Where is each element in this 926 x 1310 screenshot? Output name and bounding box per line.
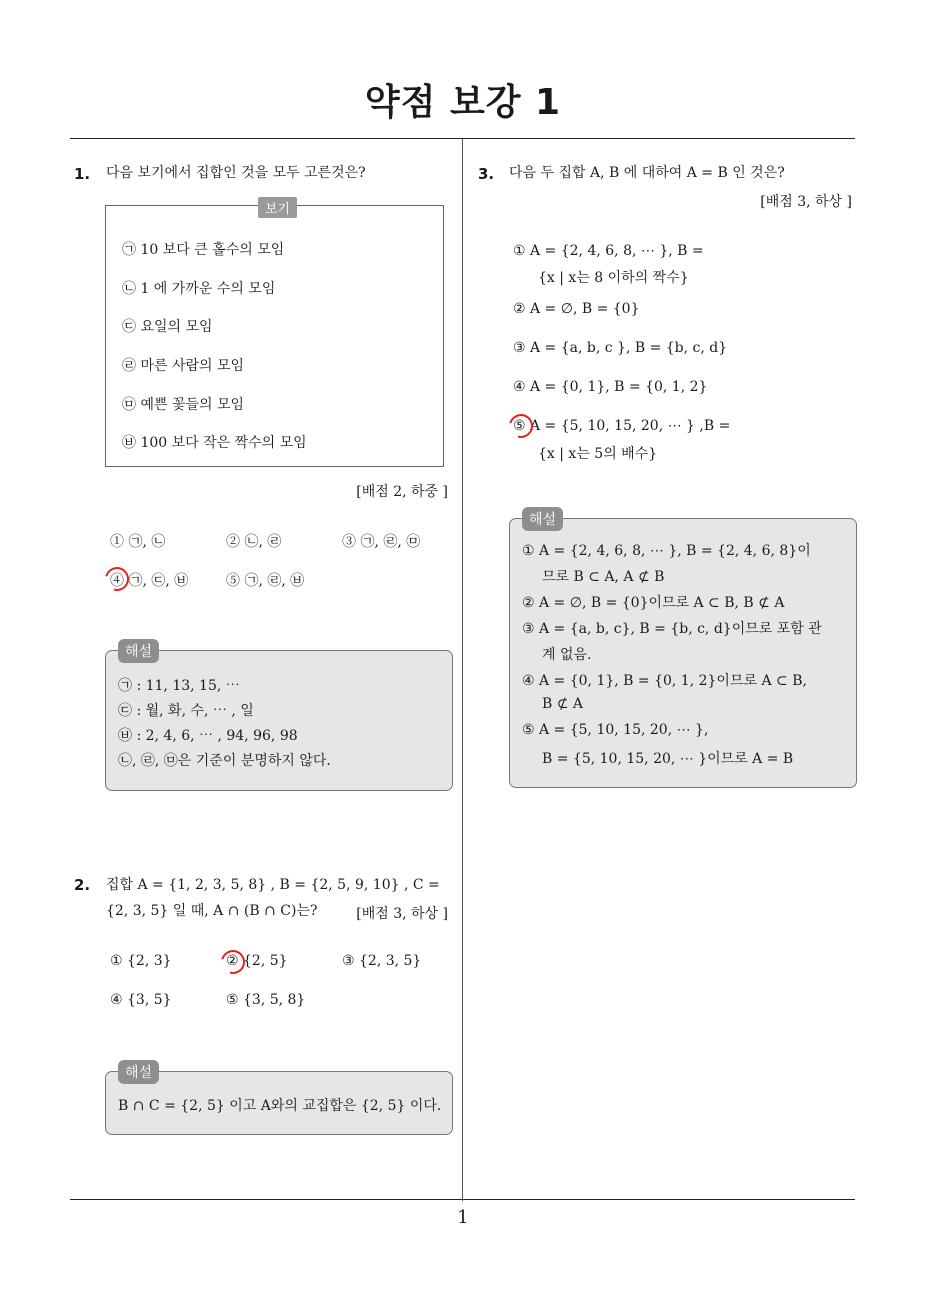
solution-line: 계 없음. xyxy=(542,647,592,663)
solution-line: ① A = {2, 4, 6, 8, ⋯ }, B = {2, 4, 6, 8}이 xyxy=(522,543,811,559)
q1-solution-label: 해설 xyxy=(118,639,159,663)
q2-option-2[interactable]: ② {2, 5} xyxy=(226,953,288,969)
q3-option-5[interactable]: ⑤ A = {5, 10, 15, 20, ⋯ } ,B = xyxy=(513,418,731,434)
solution-line: ㉠ : 11, 13, 15, ⋯ xyxy=(118,678,240,694)
q3-solution-label: 해설 xyxy=(522,507,563,531)
solution-line: ③ A = {a, b, c}, B = {b, c, d}이므로 포함 관 xyxy=(522,621,822,637)
page-title: 약점 보강 1 xyxy=(364,82,562,123)
column-divider xyxy=(462,139,463,1201)
q2-option-5[interactable]: ⑤ {3, 5, 8} xyxy=(226,992,306,1008)
q3-points: [배점 3, 하상 ] xyxy=(760,194,852,210)
solution-line: B ∩ C = {2, 5} 이고 A와의 교집합은 {2, 5} 이다. xyxy=(118,1098,442,1114)
q1-bogi-box xyxy=(105,202,444,467)
solution-line: ⑤ A = {5, 10, 15, 20, ⋯ }, xyxy=(522,722,709,738)
q3-option-4[interactable]: ④ A = {0, 1}, B = {0, 1, 2} xyxy=(513,379,708,395)
solution-line: ④ A = {0, 1}, B = {0, 1, 2}이므로 A ⊂ B, xyxy=(522,673,807,689)
solution-line: B ⊄ A xyxy=(542,696,584,712)
page-number: 1 xyxy=(457,1207,469,1228)
q2-text-line2: {2, 3, 5} 일 때, A ∩ (B ∩ C)는? xyxy=(106,903,318,919)
q3-option-3[interactable]: ③ A = {a, b, c }, B = {b, c, d} xyxy=(513,340,728,356)
solution-line: 므로 B ⊂ A, A ⊄ B xyxy=(542,569,665,585)
solution-line: ② A = ∅, B = {0}이므로 A ⊂ B, B ⊄ A xyxy=(522,595,785,611)
footer-rule xyxy=(70,1199,855,1200)
bogi-item: ㉤ 예쁜 꽃들의 모임 xyxy=(122,397,245,413)
bogi-item: ㉢ 요일의 모임 xyxy=(122,319,213,335)
bogi-item: ㉣ 마른 사람의 모임 xyxy=(122,358,245,374)
q1-solution-box xyxy=(105,644,453,791)
q2-number: 2. xyxy=(74,876,91,894)
q1-option-2[interactable]: ② ㉡, ㉣ xyxy=(226,534,282,550)
q2-text-line1: 집합 A = {1, 2, 3, 5, 8} , B = {2, 5, 9, 10} , C = xyxy=(106,877,440,893)
q3-option-1-cont: {x | x는 8 이하의 짝수} xyxy=(538,270,689,286)
q2-option-1[interactable]: ① {2, 3} xyxy=(110,953,172,969)
q1-text: 다음 보기에서 집합인 것을 모두 고른것은? xyxy=(106,165,366,181)
q1-bogi-label: 보기 xyxy=(258,197,297,218)
q1-option-1[interactable]: ① ㉠, ㉡ xyxy=(110,534,166,550)
bogi-item: ㉡ 1 에 가까운 수의 모임 xyxy=(122,281,276,297)
q2-answer-mark xyxy=(217,946,250,979)
q2-option-4[interactable]: ④ {3, 5} xyxy=(110,992,172,1008)
q3-option-5-cont: {x | x는 5의 배수} xyxy=(538,446,658,462)
solution-line: ㉥ : 2, 4, 6, ⋯ , 94, 96, 98 xyxy=(118,728,298,744)
q3-option-2[interactable]: ② A = ∅, B = {0} xyxy=(513,301,640,317)
q3-option-1[interactable]: ① A = {2, 4, 6, 8, ⋯ }, B = xyxy=(513,243,704,259)
q2-points: [배점 3, 하상 ] xyxy=(356,906,448,922)
q3-number: 3. xyxy=(478,165,495,183)
q1-number: 1. xyxy=(74,165,91,183)
q2-solution-box xyxy=(105,1065,453,1135)
bogi-item: ㉠ 10 보다 큰 홀수의 모임 xyxy=(122,242,285,258)
solution-line: ㉢ : 월, 화, 수, ⋯ , 일 xyxy=(118,703,254,719)
solution-line: ㉡, ㉣, ㉤은 기준이 분명하지 않다. xyxy=(118,753,331,769)
q1-answer-mark xyxy=(101,563,134,596)
q1-option-4[interactable]: ④ ㉠, ㉢, ㉥ xyxy=(110,573,189,589)
q3-answer-mark xyxy=(505,410,538,443)
q2-option-3[interactable]: ③ {2, 3, 5} xyxy=(342,953,422,969)
q1-option-5[interactable]: ⑤ ㉠, ㉣, ㉥ xyxy=(226,573,305,589)
bogi-item: ㉥ 100 보다 작은 짝수의 모임 xyxy=(122,435,307,451)
q1-option-3[interactable]: ③ ㉠, ㉣, ㉤ xyxy=(342,534,421,550)
q1-points: [배점 2, 하중 ] xyxy=(356,484,448,500)
q2-solution-label: 해설 xyxy=(118,1060,159,1084)
q3-text: 다음 두 집합 A, B 에 대하여 A = B 인 것은? xyxy=(509,165,785,181)
q3-solution-box xyxy=(509,512,857,788)
solution-line: B = {5, 10, 15, 20, ⋯ }이므로 A = B xyxy=(542,751,794,767)
